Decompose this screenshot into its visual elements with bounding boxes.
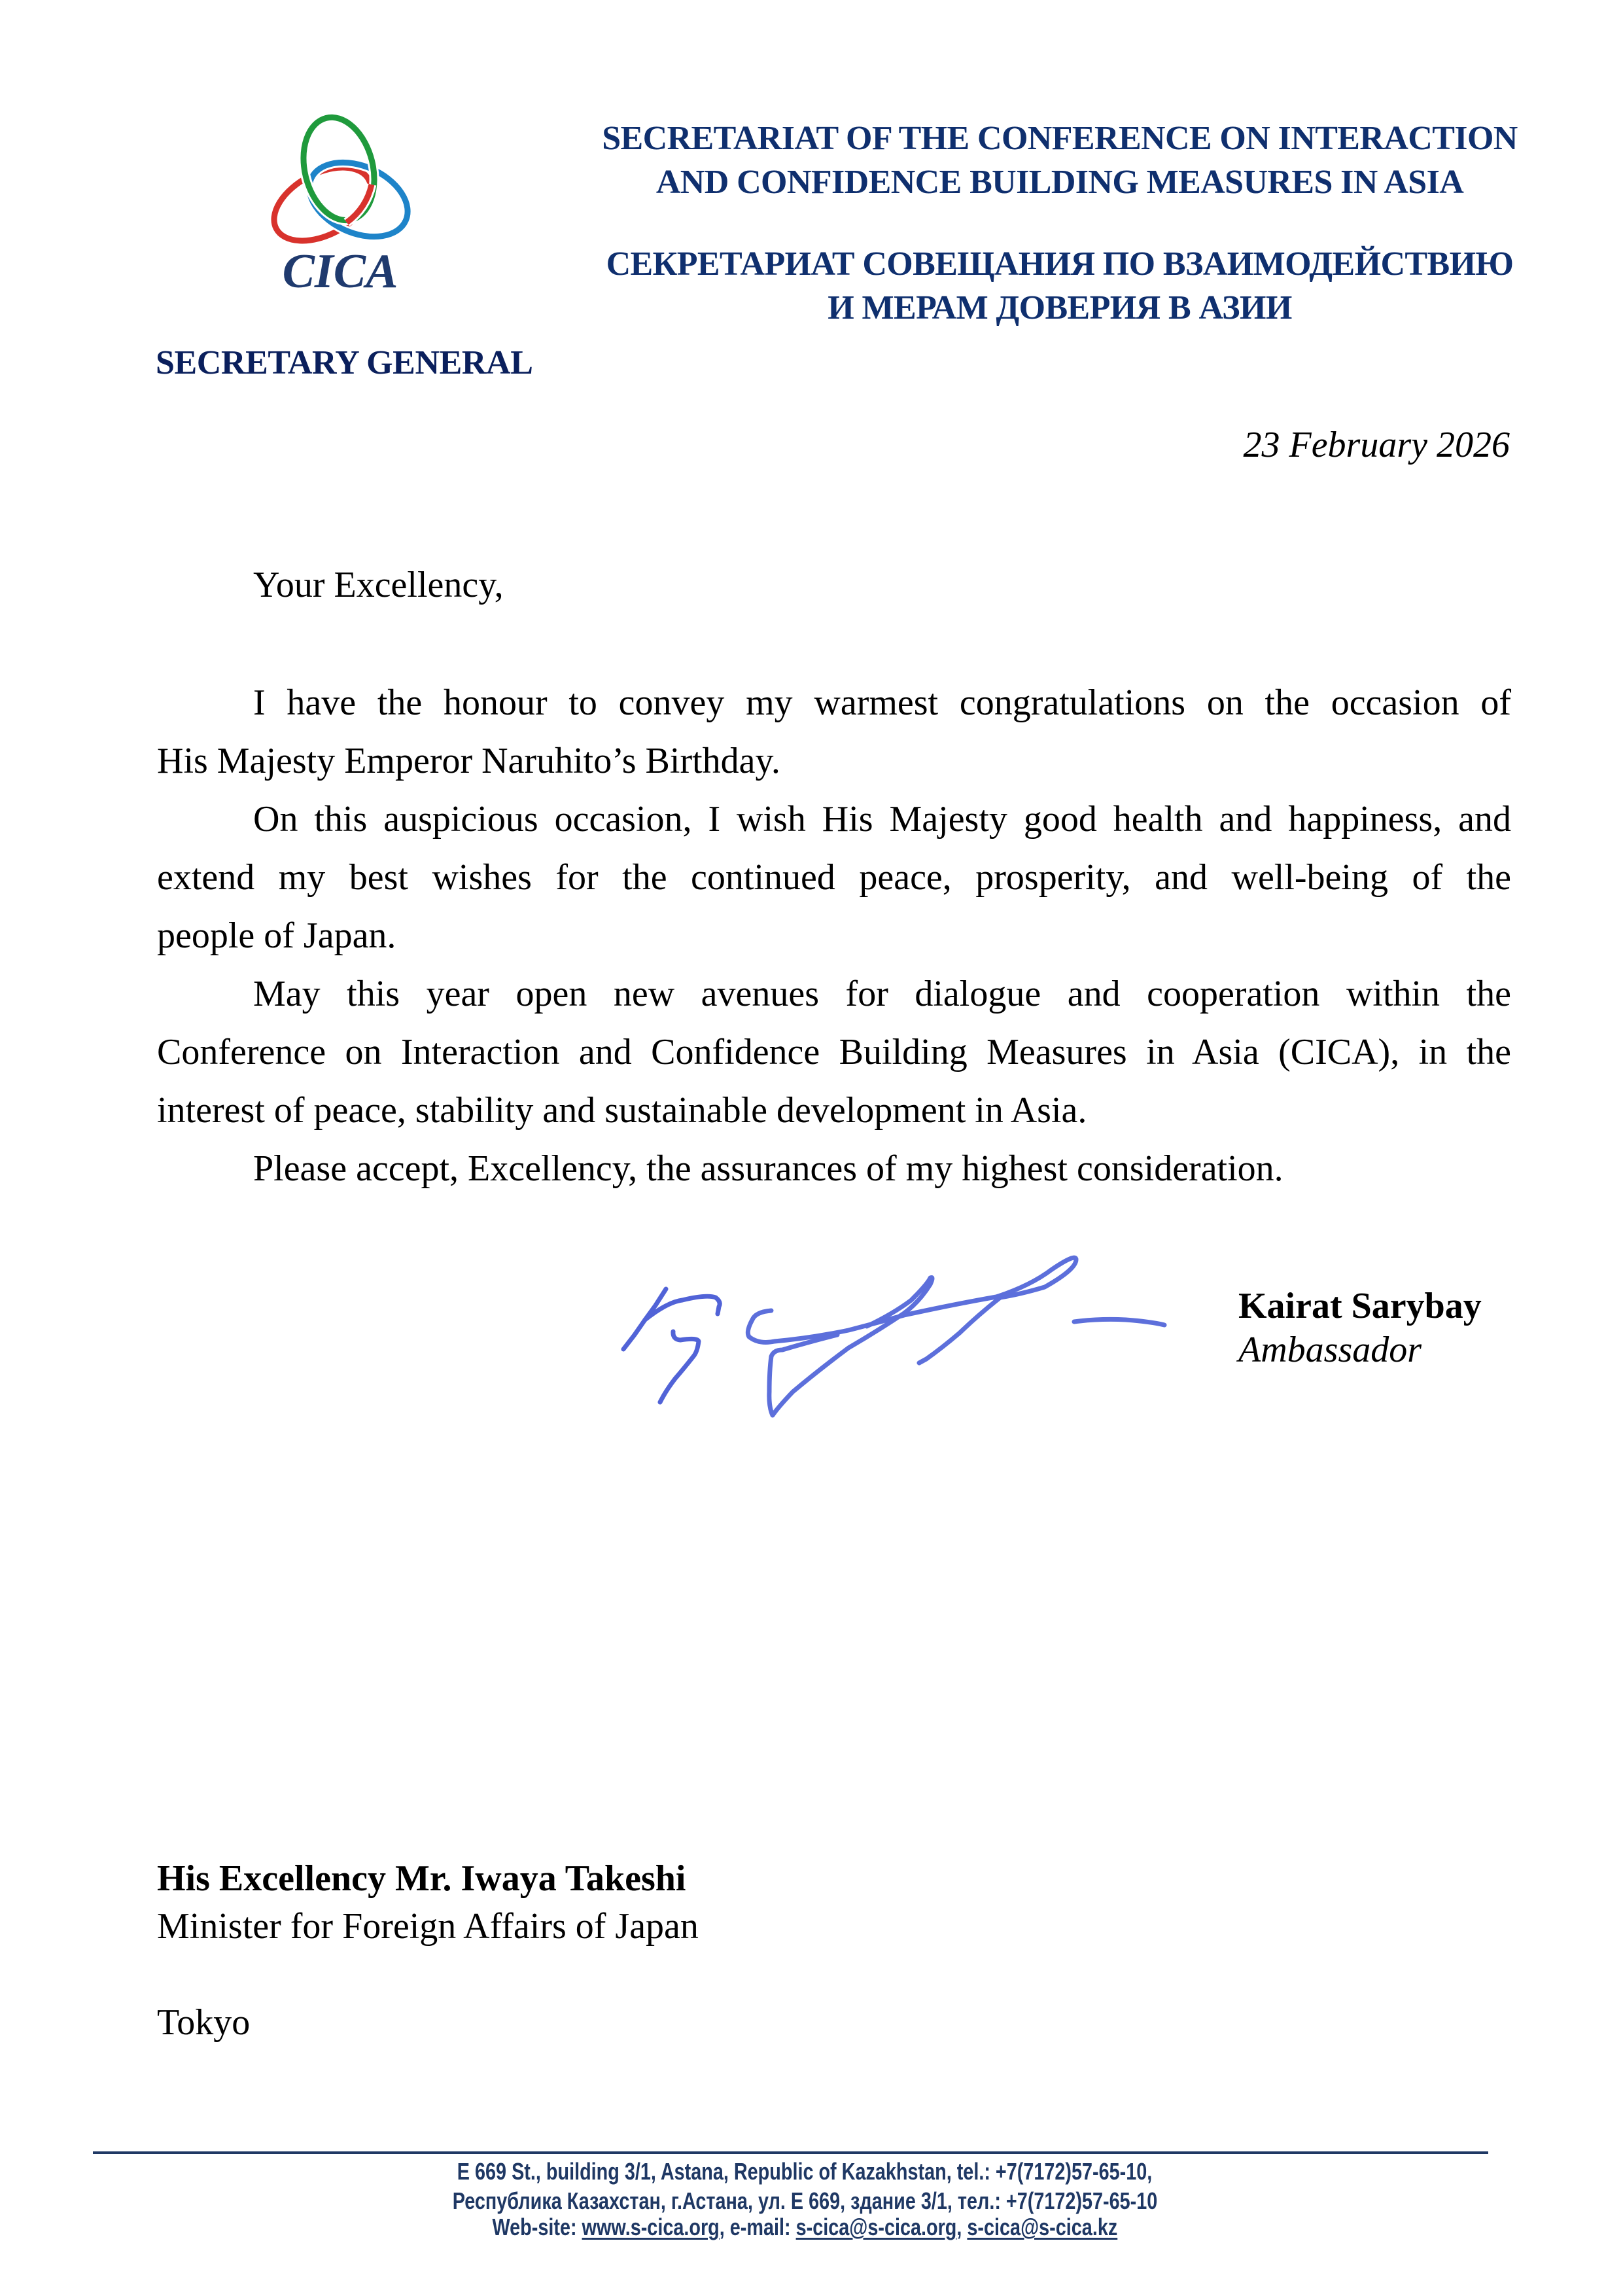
website-label: Web-site: — [492, 2214, 582, 2240]
signatory-title: Ambassador — [1238, 1330, 1422, 1370]
letter-date: 23 February 2026 — [1243, 425, 1510, 465]
email-link-kz[interactable]: s-cica@s-cica.kz — [967, 2214, 1117, 2240]
email-label: , e-mail: — [719, 2214, 796, 2240]
office-title: SECRETARY GENERAL — [156, 344, 533, 381]
email-link-org[interactable]: s-cica@s-cica.org — [795, 2214, 957, 2240]
body-line: interest of peace, stability and sustainable development in Asia. — [157, 1090, 1087, 1131]
body-paragraph — [157, 674, 1511, 790]
addressee-position: Minister for Foreign Affairs of Japan — [157, 1906, 699, 1947]
handwritten-signature — [608, 1243, 1184, 1433]
body-line: I have the honour to convey my warmest congratulations on the occasion of — [253, 682, 1511, 723]
body-line: His Majesty Emperor Naruhito’s Birthday. — [157, 741, 780, 781]
footer-divider — [93, 2151, 1488, 2154]
signature-stroke — [660, 1332, 699, 1402]
website-link[interactable]: www.s-cica.org — [582, 2214, 720, 2240]
footer-address-english — [93, 2160, 1516, 2183]
signatory-name: Kairat Sarybay — [1238, 1286, 1482, 1326]
logo-wordmark: CICA — [282, 245, 398, 298]
body-line: Conference on Interaction and Confidence Building Measures in Asia (CICA), in the — [157, 1032, 1511, 1072]
footer-contacts — [93, 2216, 1516, 2239]
email-separator: , — [956, 2214, 968, 2240]
cica-logo-rings-icon — [262, 108, 419, 245]
letter-body — [157, 674, 1511, 1198]
letterhead-english-line-1: SECRETARIAT OF THE CONFERENCE ON INTERACTION — [602, 120, 1518, 157]
letterhead-english-line-2: AND CONFIDENCE BUILDING MEASURES IN ASIA — [655, 164, 1464, 201]
body-line: extend my best wishes for the continued peace, prosperity, and well-being of the — [157, 857, 1511, 898]
body-line: On this auspicious occasion, I wish His Majesty good health and happiness, and — [253, 799, 1511, 839]
footer-address-russian — [93, 2189, 1516, 2213]
addressee-name: His Excellency Mr. Iwaya Takeshi — [157, 1858, 686, 1899]
letterhead-russian-line-2: И МЕРАМ ДОВЕРИЯ В АЗИИ — [828, 289, 1292, 327]
addressee-city: Tokyo — [157, 2002, 251, 2043]
footer-address-russian-text: Республика Казахстан, г.Астана, ул. Е 669, здание 3/1, тел.: +7(7172)57-65-10 — [452, 2187, 1157, 2214]
salutation: Your Excellency, — [253, 565, 504, 605]
signature-stroke — [1074, 1319, 1164, 1325]
body-line: people of Japan. — [157, 915, 396, 956]
signature-stroke — [769, 1277, 932, 1415]
footer-contacts-text — [492, 2216, 1117, 2239]
footer-address-english-text: E 669 St., building 3/1, Astana, Republic of Kazakhstan, tel.: +7(7172)57-65-10, — [457, 2158, 1153, 2185]
body-paragraph — [157, 965, 1511, 1140]
body-paragraph — [157, 1140, 1511, 1198]
body-line: May this year open new avenues for dialogue and cooperation within the — [253, 974, 1511, 1014]
body-line: Please accept, Excellency, the assurances of my highest consideration. — [253, 1148, 1283, 1189]
body-paragraph — [157, 790, 1511, 965]
letterhead-russian-line-1: СЕКРЕТАРИАТ СОВЕЩАНИЯ ПО ВЗАИМОДЕЙСТВИЮ — [606, 245, 1514, 283]
